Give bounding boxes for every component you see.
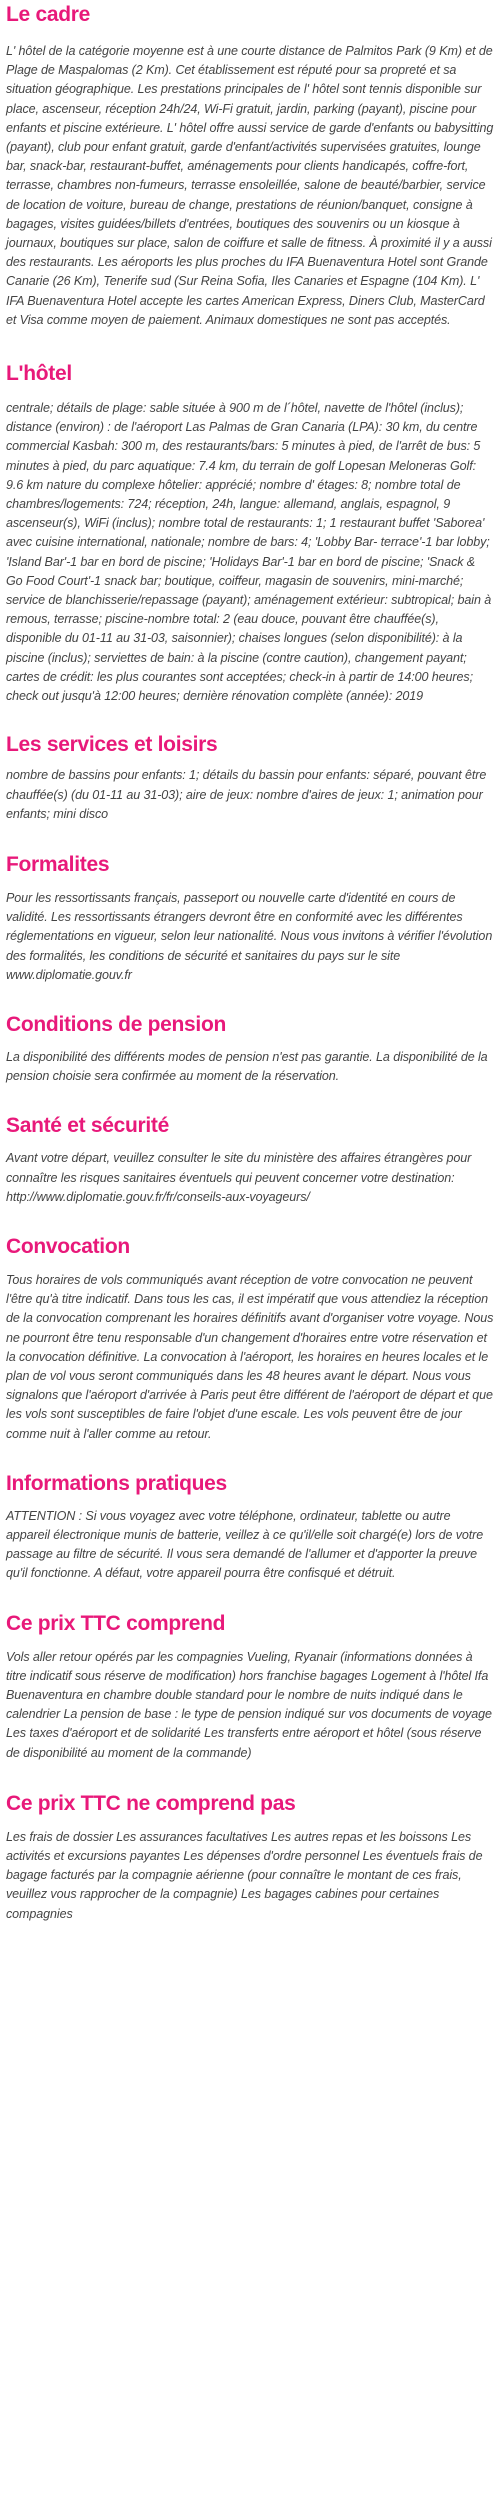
section-body-services-loisirs: nombre de bassins pour enfants: 1; détails du bassin pour enfants: séparé, pouvant être chauffée(s) (du 01-11 au 31-03); aire de jeux: nombre d'aires de jeux: 1; animation pour enfants; mini disco: [6, 768, 487, 821]
section-services-loisirs: [6, 730, 494, 824]
section-title-convocation: Convocation: [6, 1234, 130, 1258]
section-body-prix-comprend: Vols aller retour opérés par les compagnies Vueling, Ryanair (informations données à titre indicatif sous réserve de modification) hors franchise bagages Logement à l'hôtel Ifa Buenaventura en chambre double standard pour le nombre de nuits indiqué dans le calendrier La pension de base : le type de pension indiqué sur vos documents de voyage Les taxes d'aéroport et de solidarité Les transferts entre aéroport et hôtel (sous réserve de disponibilité au moment de la commande): [6, 1649, 492, 1760]
section-body-prix-ne-comprend-pas: Les frais de dossier Les assurances facultatives Les autres repas et les boissons Les activités et excursions payantes Les dépenses d'ordre personnel Les éventuels frais de bagage facturés par la compagnie aérienne (pour connaître le montant de ces frais, veuillez vous rapprocher de la compagnie) Les bagages cabines pour certaines compagnies: [6, 1829, 483, 1921]
section-body-sante-securite: Avant votre départ, veuillez consulter le site du ministère des affaires étrangères pour connaître les risques sanitaires éventuels qui peuvent concerner votre destination: http://www.diplomatie.gouv.fr/fr/conseils-aux-voyageurs/: [6, 1151, 472, 1204]
section-sante-securite: [6, 1111, 494, 1207]
section-body-hotel: centrale; détails de plage: sable située à 900 m de l´hôtel, navette de l'hôtel (inclus); distance (environ) : de l'aéroport Las Palmas de Gran Canaria (LPA): 30 km, du centre commercial Kasbah: 300 m, des restaurants/bars: 5 minutes à pied, de l'arrêt de bus: 5 minutes à pied, du parc aquatique: 7.4 km, du terrain de golf Lopesan Meloneras Golf: 9.6 km nature du complexe hôtelier: apprécié; nombre d' étages: 8; nombre total de chambres/logements: 724; réception, 24h, langue: allemand, anglais, espagnol, 9 ascenseur(s), WiFi (inclus); nombre total de restaurants: 1; 1 restaurant buffet 'Saborea' avec cuisine international, nationale; nombre de bars: 4; 'Lobby Bar- terrace'-1 bar lobby; 'Island Bar'-1 bar en bord de piscine; 'Holidays Bar'-1 bar en bord de piscine; 'Snack & Go Food Court'-1 snack bar; boutique, coiffeur, magasin de souvenirs, mini-marché; service de blanchisserie/repassage (payant); aménagement extérieur: subtropical; bain à remous, terrasse; piscine-nombre total: 2 (eau douce, pouvant être chauffée(s), disponible du 01-11 au 31-03, saisonnier); chaises longues (selon disponibilité): à la piscine (inclus); serviettes de bain: à la piscine (contre caution), changement payant; cartes de crédit: les plus courantes sont acceptées; check-in à partir de 14:00 heures; check out jusqu'à 12:00 heures; dernière rénovation complète (année): 2019: [6, 401, 492, 704]
section-title-conditions-pension: Conditions de pension: [6, 1012, 227, 1036]
section-informations-pratiques: [6, 1469, 494, 1584]
section-body-le-cadre: L' hôtel de la catégorie moyenne est à une courte distance de Palmitos Park (9 Km) et de Plage de Maspalomas (2 Km). Cet établissement est réputé pour sa propreté et sa situation géographique. Les prestations principales de l' hôtel sont tennis disponible sur place, ascenseur, réception 24h/24, Wi-Fi gratuit, jardin, parking (payant), piscine pour enfants et piscine extérieure. L' hôtel offre aussi service de garde d'enfants ou babysitting (payant), club pour enfant gratuit, garde d'enfant/activités supervisées gratuites, lounge bar, snack-bar, restaurant-buffet, aménagements pour clients handicapés, coffre-fort, terrasse, chambres non-fumeurs, terrasse ensoleillée, salone de beauté/barbier, service de location de voiture, bureau de change, prestations de réunion/banquet, consigne à bagages, visites guidées/billets d'entrées, boutiques des souvenirs ou un kiosque à journaux, boutiques sur place, salon de coiffure et salle de fitness. À proximité il y a aussi des restaurants. Les aéroports les plus proches du IFA Buenaventura Hotel sont Grande Canarie (26 Km), Tenerife sud (Sur Reina Sofia, Iles Canaries et Espagne (104 Km). L' IFA Buenaventura Hotel accepte les cartes American Express, Diners Club, MasterCard et Visa comme moyen de paiement. Animaux domestiques ne sont pas acceptés.: [6, 44, 494, 327]
section-title-services-loisirs: Les services et loisirs: [6, 733, 218, 757]
section-prix-comprend: [6, 1609, 494, 1763]
section-title-prix-ne-comprend-pas: Ce prix TTC ne comprend pas: [6, 1791, 296, 1815]
section-formalites: [6, 850, 494, 985]
section-body-conditions-pension: La disponibilité des différents modes de pension n'est pas garantie. La disponibilité de la pension choisie sera confirmée au moment de la réservation.: [6, 1049, 488, 1084]
section-title-informations-pratiques: Informations pratiques: [6, 1471, 227, 1495]
section-body-informations-pratiques: ATTENTION : Si vous voyagez avec votre téléphone, ordinateur, tablette ou autre appareil électronique munis de batterie, veillez à ce qu'il/elle soit chargé(e) lors de votre passage au filtre de sécurité. Il vous sera demandé de l'allumer et d'apporter la preuve qu'il fonctionne. A défaut, votre appareil pourra être confisqué et détruit.: [6, 1508, 484, 1581]
section-le-cadre: [6, 0, 494, 330]
section-title-formalites: Formalites: [6, 852, 110, 876]
section-convocation: [6, 1232, 494, 1444]
section-title-prix-comprend: Ce prix TTC comprend: [6, 1611, 226, 1635]
section-title-sante-securite: Santé et sécurité: [6, 1114, 169, 1138]
section-hotel: [6, 359, 494, 706]
section-body-formalites: Pour les ressortissants français, passeport ou nouvelle carte d'identité en cours de validité. Les ressortissants étrangers devront être en conformité avec les différentes réglementations en vigueur, selon leur nationalité. Nous vous invitons à vérifier l'évolution des formalités, les conditions de sécurité et sanitaires du pays sur le site www.diplomatie.gouv.fr: [6, 890, 493, 982]
section-body-convocation: Tous horaires de vols communiqués avant réception de votre convocation ne peuvent l'être qu'à titre indicatif. Dans tous les cas, il est impératif que vous attendiez la réception de la convocation comprenant les horaires définitifs avant d'organiser votre voyage. Nous ne pourront être tenu responsable d'un changement d'horaires entre votre réservation et la convocation définitive. La convocation à l'aéroport, les horaires en heures locales et le plan de vol vous seront communiqués dans les 48 heures avant le départ. Nous vous signalons que l'aéroport d'arrivée à Paris peut être différent de l'aéroport de départ et que les vols sont susceptibles de faire l'objet d'une escale. Les vols peuvent être de jour comme nuit à l'aller comme au retour.: [6, 1272, 494, 1441]
section-title-hotel: L'hôtel: [6, 362, 72, 386]
section-prix-ne-comprend-pas: [6, 1789, 494, 1924]
section-title-le-cadre: Le cadre: [6, 3, 90, 26]
section-conditions-pension: [6, 1010, 494, 1086]
